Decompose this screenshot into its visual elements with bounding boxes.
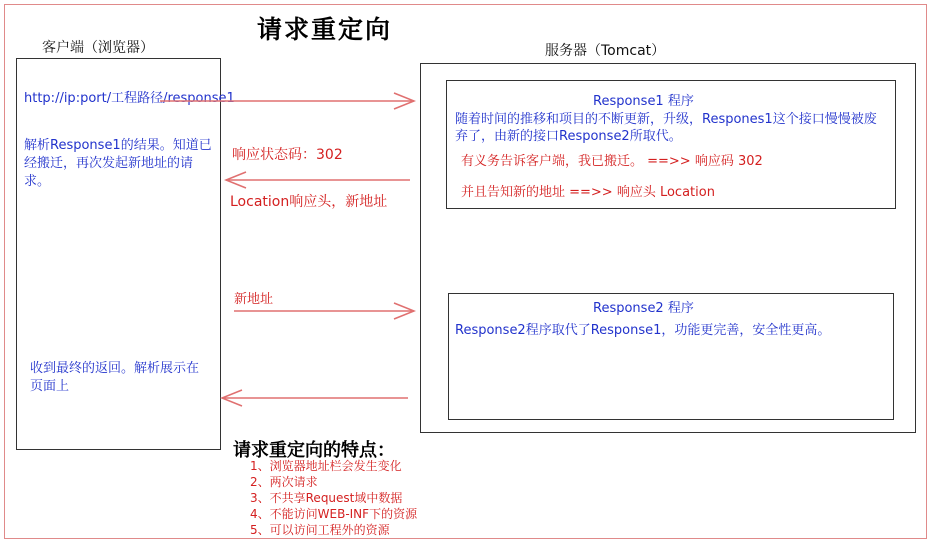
feature-item-4: 4、不能访问WEB-INF下的资源: [250, 507, 418, 521]
client-url: http://ip:port/工程路径/response1: [24, 91, 235, 106]
server-header: 服务器（Tomcat）: [545, 43, 666, 59]
feature-item-1: 1、浏览器地址栏会发生变化: [250, 459, 402, 473]
redirect-response-arrow: [226, 172, 410, 188]
feature-item-3: 3、不共享Request域中数据: [250, 491, 403, 505]
feature-item-5: 5、可以访问工程外的资源: [250, 523, 390, 537]
response1-desc: 随着时间的推移和项目的不断更新，升级，Respones1这个接口慢慢被废弃了，由新的接口Response2所取代。: [455, 112, 877, 144]
features-title: 请求重定向的特点：: [233, 440, 395, 461]
response2-desc: Response2程序取代了Response1，功能更完善，安全性更高。: [455, 323, 831, 338]
location-header-label: Location响应头，新地址: [230, 194, 388, 210]
request2-arrow: [234, 303, 414, 319]
request1-arrow: [160, 93, 414, 109]
client-parse-text: 解析Response1的结果。知道已经搬迁，再次发起新地址的请求。: [24, 138, 212, 189]
final-response-arrow: [222, 390, 408, 406]
response1-line-location: 并且告知新的地址 ==>> 响应头 Location: [461, 185, 715, 200]
client-header: 客户端（浏览器）: [42, 40, 154, 56]
diagram-title: 请求重定向: [257, 15, 393, 44]
response2-title: Response2 程序: [593, 301, 694, 316]
feature-item-2: 2、两次请求: [250, 475, 318, 489]
response1-line-302: 有义务告诉客户端，我已搬迁。 ==>> 响应码 302: [461, 154, 763, 169]
client-final-text: 收到最终的返回。解析展示在页面上: [30, 361, 200, 394]
new-address-label: 新地址: [234, 292, 274, 307]
response1-title: Response1 程序: [593, 94, 694, 109]
status-code-label: 响应状态码：302: [232, 147, 343, 163]
